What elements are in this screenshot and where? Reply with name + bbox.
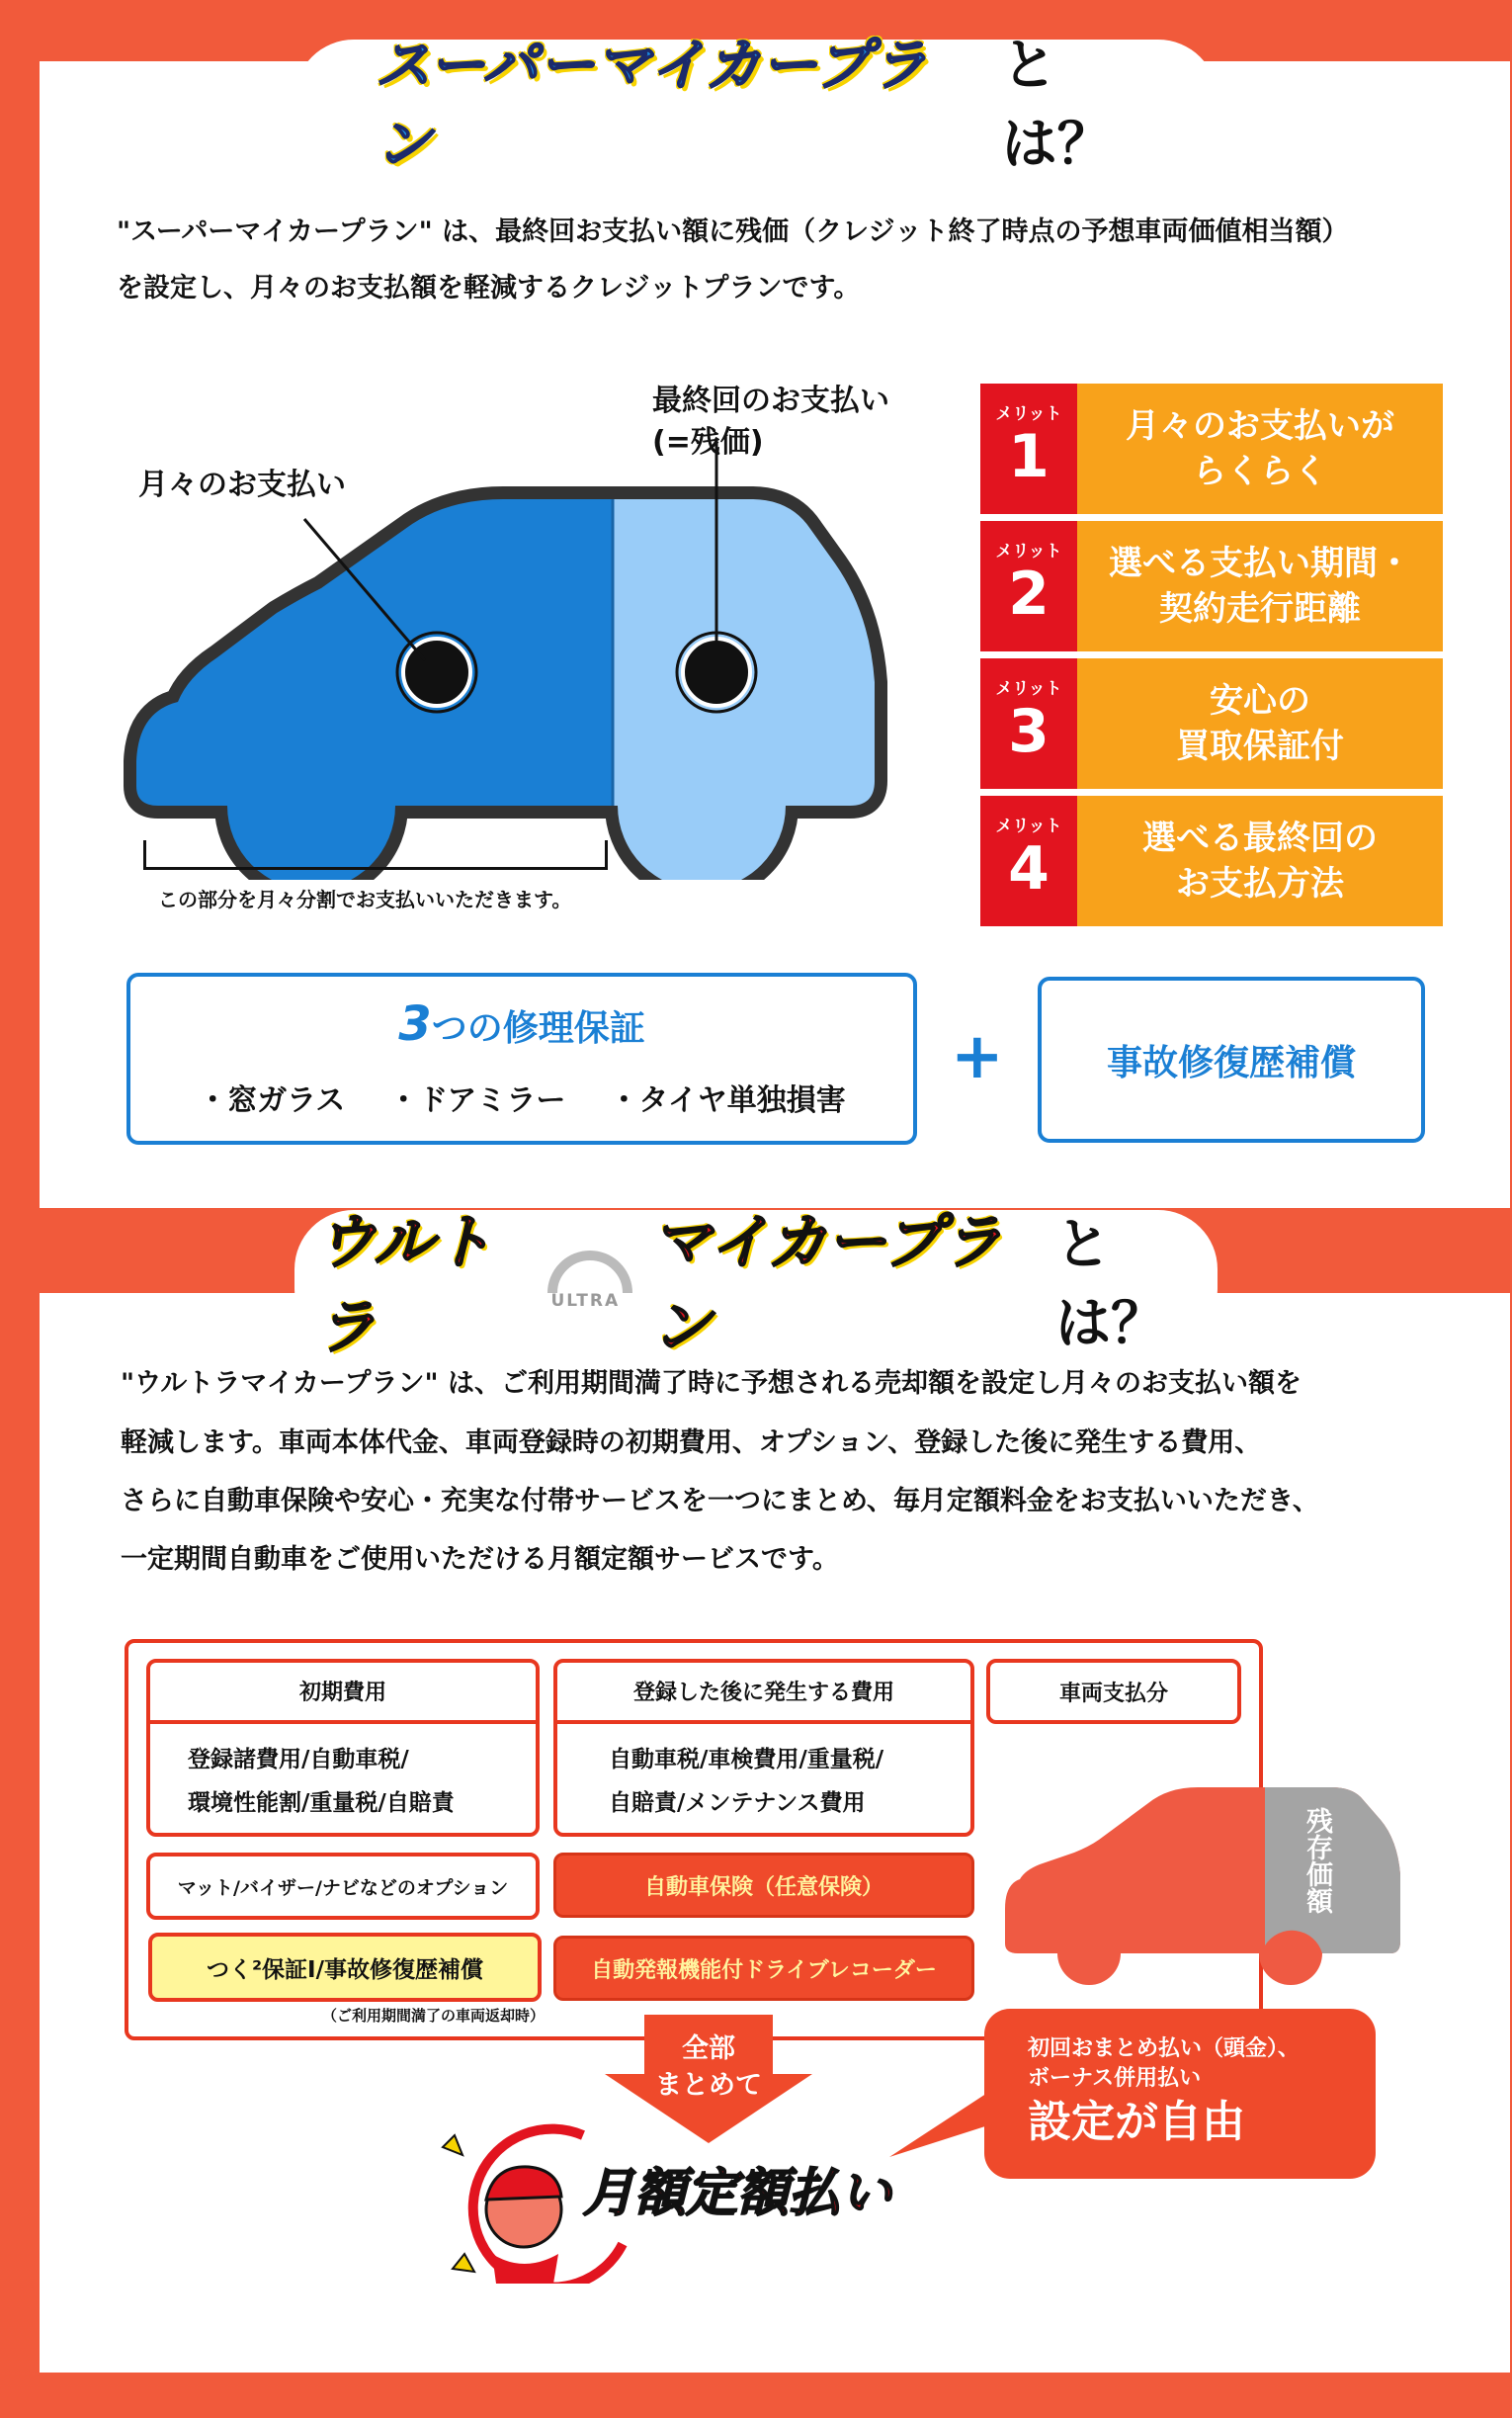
- merit-text-2: 買取保証付: [1176, 727, 1344, 766]
- merit-text-1: 月々のお支払いが: [1126, 406, 1394, 446]
- plus-icon: +: [951, 1020, 1004, 1093]
- initial-cost-title: 初期費用: [150, 1663, 536, 1724]
- warranty-item-tire: ・タイヤ単独損害: [609, 1083, 846, 1118]
- repair-warranty-box: [126, 973, 917, 1145]
- label-final-payment-1: 最終回のお支払い: [652, 384, 889, 418]
- merit-label: メリット: [995, 817, 1062, 836]
- insurance-label: 自動車保険（任意保険）: [643, 1874, 883, 1900]
- merit-number: 1: [1008, 422, 1050, 491]
- after-cost-title: 登録した後に発生する費用: [557, 1663, 970, 1724]
- recorder-label: 自動発報機能付ドライブレコーダー: [591, 1957, 937, 1983]
- merit-number: 3: [1008, 697, 1050, 766]
- vehicle-payment-box: [986, 1659, 1241, 1724]
- recorder-box: [553, 1936, 974, 2001]
- bubble-line1: 初回おまとめ払い（頭金）、: [1028, 2036, 1301, 2061]
- warranty-item-window: ・窓ガラス: [198, 1083, 346, 1118]
- bracket-note: この部分を月々分割でお支払いいただきます。: [158, 888, 572, 911]
- warranty-item-mirror: ・ドアミラー: [388, 1083, 566, 1118]
- section2-description-line2: 軽減します。車両本体代金、車両登録時の初期費用、オプション、登録した後に発生する費用、: [121, 1427, 1262, 1458]
- initial-cost-box: [146, 1659, 540, 1837]
- monthly-fixed-label: 月額定額払い: [583, 2164, 892, 2223]
- section2-description-line4: 一定期間自動車をご使用いただける月額定額サービスです。: [121, 1544, 839, 1575]
- section1-title-suffix: とは？: [1001, 34, 1113, 177]
- merit-text-2: らくらく: [1193, 452, 1327, 491]
- merit-3: [980, 658, 1443, 789]
- merit-1: [980, 384, 1443, 514]
- option-label: マット/バイザー/ナビなどのオプション: [177, 1876, 509, 1899]
- merit-text-1: 安心の: [1210, 681, 1310, 721]
- ultra-logo: [543, 1246, 637, 1315]
- merit-label: メリット: [995, 542, 1062, 561]
- initial-cost-line1: 登録諸費用/自動車税/: [188, 1747, 409, 1772]
- after-cost-box: [553, 1659, 974, 1837]
- vehicle-silhouette: [1000, 1785, 1405, 1993]
- car-diagram: [119, 475, 899, 880]
- repair-warranty-title-rest: つの修理保証: [431, 1008, 645, 1049]
- merit-number: 2: [1008, 560, 1050, 629]
- arrow-text-1: 全部: [682, 2033, 735, 2064]
- accident-repair-label: 事故修復歴補償: [1106, 1042, 1356, 1083]
- merit-text-1: 選べる支払い期間・: [1109, 544, 1411, 583]
- repair-warranty-title-num: 3: [398, 996, 432, 1052]
- option-box: [146, 1853, 540, 1920]
- section2-title-part2: マイカープラン: [651, 1208, 1002, 1362]
- bubble-line2: ボーナス併用払い: [1028, 2066, 1202, 2091]
- warranty-note: （ご利用期間満了の車両返却時）: [322, 2007, 546, 2025]
- merit-text-2: 契約走行距離: [1159, 589, 1361, 629]
- initial-cost-line2: 環境性能割/重量税/自賠責: [188, 1790, 455, 1816]
- merit-text-2: お支払方法: [1176, 864, 1344, 904]
- insurance-box: [553, 1853, 974, 1918]
- ultra-logo-text: ULTRA: [550, 1291, 621, 1311]
- repair-warranty-items: [130, 1076, 913, 1119]
- warranty-box: [148, 1933, 542, 2002]
- merit-4: [980, 796, 1443, 926]
- merit-2: [980, 521, 1443, 651]
- bubble-big: 設定が自由: [1028, 2097, 1245, 2147]
- speech-bubble: [984, 2009, 1376, 2179]
- section1-title: [376, 34, 1166, 177]
- warranty-label: つく²保証Ⅰ/事故修復歴補償: [206, 1956, 484, 1983]
- label-final-payment-2: (=残価): [652, 425, 764, 460]
- arrow-text-2: まとめて: [655, 2070, 762, 2101]
- after-cost-line2: 自賠責/メンテナンス費用: [609, 1790, 866, 1816]
- speech-bubble-tail: [889, 2086, 998, 2165]
- accident-repair-box: [1038, 977, 1425, 1143]
- section2-title-part1: ウルトラ: [316, 1208, 493, 1362]
- section1-description-line2: を設定し、月々のお支払額を軽減するクレジットプランです。: [117, 273, 861, 303]
- merit-number: 4: [1008, 834, 1050, 904]
- section2-description-line3: さらに自動車保険や安心・充実な付帯サービスを一つにまとめ、毎月定額料金をお支払いいただき、: [121, 1486, 1319, 1516]
- section1-title-highlight: スーパーマイカープラン: [376, 34, 928, 177]
- section1-description-line1: "スーパーマイカープラン" は、最終回お支払い額に残価（クレジット終了時点の予想車両価値相当額）: [117, 216, 1349, 247]
- section2-title-suffix: とは？: [1055, 1213, 1167, 1356]
- merit-label: メリット: [995, 679, 1062, 699]
- section2-title: [316, 1208, 1206, 1362]
- merit-text-1: 選べる最終回の: [1142, 819, 1378, 858]
- label-monthly-payment: 月々のお支払い: [138, 468, 346, 502]
- merit-label: メリット: [995, 404, 1062, 424]
- repair-warranty-title: [130, 996, 913, 1052]
- vehicle-payment-label: 車両支払分: [1058, 1681, 1168, 1706]
- bracket: [143, 840, 608, 870]
- section2-description-line1: "ウルトラマイカープラン" は、ご利用期間満了時に予想される売却額を設定し月々のお支払い額を: [121, 1368, 1302, 1399]
- residual-value-label: 残存価額: [1302, 1807, 1332, 1914]
- after-cost-line1: 自動車税/車検費用/重量税/: [609, 1747, 884, 1772]
